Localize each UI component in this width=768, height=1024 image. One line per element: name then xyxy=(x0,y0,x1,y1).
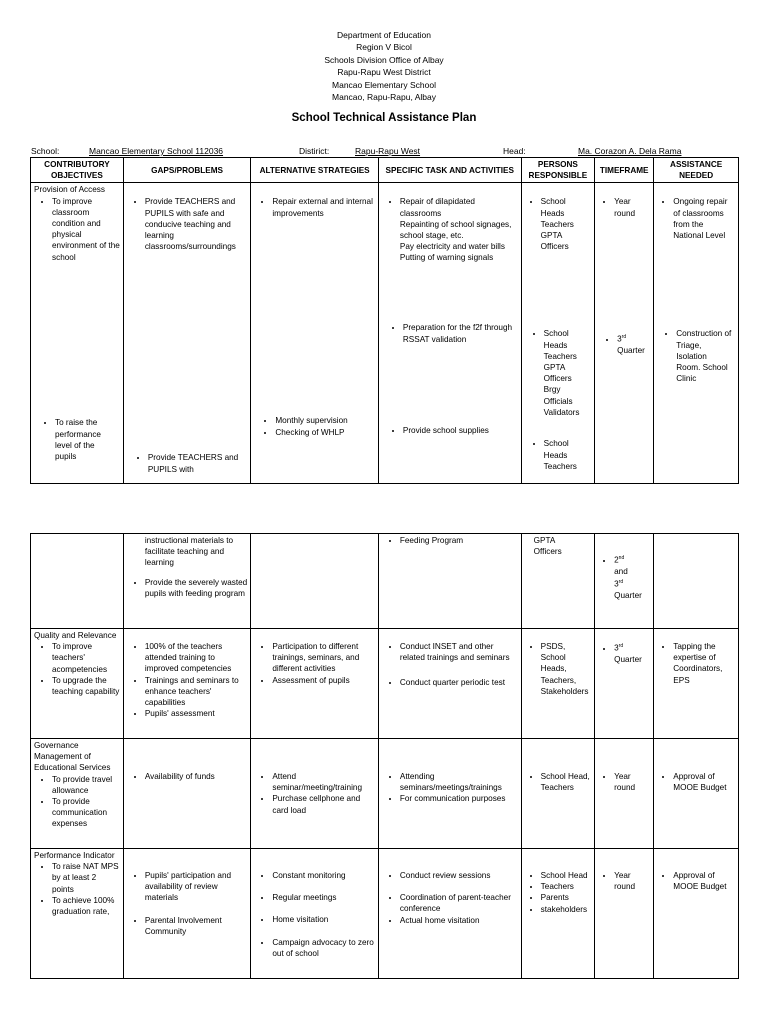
tasks-cell xyxy=(378,183,521,484)
timeframe-item xyxy=(614,641,650,665)
person-item: • School Head xyxy=(541,870,591,881)
objectives-cell xyxy=(31,849,124,979)
header-line: Department of Education xyxy=(336,30,432,40)
person-item xyxy=(541,196,591,252)
assistance-item: • Approval of MOOE Budget xyxy=(673,771,735,793)
person-item xyxy=(544,328,588,418)
strategy-item: • Assessment of pupils xyxy=(272,675,375,686)
strategy-item: • Constant monitoring xyxy=(272,870,375,881)
timeframe-text: Quarter xyxy=(614,654,642,664)
gap-item: • Availability of funds xyxy=(145,771,248,782)
table-row xyxy=(31,534,739,629)
tasks-cell xyxy=(378,849,521,979)
school-label: School: xyxy=(31,146,60,156)
district-value: Rapu-Rapu West xyxy=(355,146,421,156)
strategy-item: • Home visitation xyxy=(272,914,375,925)
task-item: • Conduct review sessions xyxy=(400,870,518,881)
objectives-cell xyxy=(31,739,124,849)
timeframe-item xyxy=(614,553,650,601)
head-label: Head: xyxy=(503,146,526,156)
objectives-cell xyxy=(31,629,124,739)
assistance-item: • Tapping the expertise of Coordinators, EPS xyxy=(673,641,735,686)
person-text: School Heads xyxy=(540,197,566,218)
column-header: TIMEFRAME xyxy=(595,158,654,183)
person-text: GPTA Officers xyxy=(540,231,569,252)
assistance-cell xyxy=(654,849,739,979)
timeframe-sup: rd xyxy=(621,334,627,341)
objective-heading: Performance Indicator xyxy=(34,851,115,860)
persons-cell xyxy=(521,183,594,484)
objectives-cell xyxy=(31,534,124,629)
tasks-cell xyxy=(378,739,521,849)
task-item: • Provide school supplies xyxy=(403,425,515,436)
header-line: Mancao, Rapu-Rapu, Albay xyxy=(332,92,436,103)
strategy-item: • Participation to different trainings, seminars, and different activities xyxy=(272,641,375,675)
plan-table-page-1 xyxy=(30,157,739,484)
table-row xyxy=(31,849,739,979)
header-line: Region V Bicol xyxy=(356,42,412,53)
table-header-row xyxy=(31,158,739,183)
column-header: ALTERNATIVE STRATEGIES xyxy=(251,158,379,183)
task-item: • For communication purposes xyxy=(400,793,518,804)
gap-item: • Pupils' assessment xyxy=(145,708,248,719)
task-item: • Coordination of parent-teacher conference xyxy=(400,892,518,914)
persons-cell xyxy=(521,849,594,979)
task-item: • Conduct INSET and other related trainings and seminars xyxy=(400,641,518,663)
assistance-cell xyxy=(654,629,739,739)
person-text: School Heads xyxy=(543,439,569,460)
assistance-item: • Approval of MOOE Budget xyxy=(673,870,735,892)
objective-item: • To upgrade the teaching capability xyxy=(52,675,120,697)
objective-heading: Provision of Access xyxy=(34,185,105,195)
assistance-cell xyxy=(654,534,739,629)
tasks-cell xyxy=(378,629,521,739)
gap-item: • Provide the severely wasted pupils with feeding program xyxy=(145,577,248,599)
timeframe-sup: nd xyxy=(618,555,625,561)
timeframe-text: 3 xyxy=(614,579,619,589)
timeframe-item: • Year round xyxy=(614,196,650,218)
column-header: CONTRIBUTORY OBJECTIVES xyxy=(31,158,124,183)
strategies-cell xyxy=(251,534,379,629)
person-item: • stakeholders xyxy=(541,904,591,915)
person-text: GPTA Officers xyxy=(543,363,572,384)
objective-item: • To provide communication expenses xyxy=(52,796,120,830)
timeframe-cell xyxy=(595,629,654,739)
header-line: Rapu-Rapu West District xyxy=(337,67,431,78)
header-line: Mancao Elementary School xyxy=(332,79,436,90)
strategies-cell xyxy=(251,183,379,484)
person-item: • Parents xyxy=(541,892,591,903)
gap-item: • Trainings and seminars to enhance teachers' capabilities xyxy=(145,675,248,709)
timeframe-item xyxy=(617,332,647,356)
person-text: Teachers xyxy=(543,351,577,361)
gaps-cell xyxy=(123,849,251,979)
head-value: Ma. Corazon A. Dela Rama xyxy=(578,146,682,156)
timeframe-text: Quarter xyxy=(614,591,642,601)
table-row xyxy=(31,739,739,849)
timeframe-cell xyxy=(595,849,654,979)
task-item: • Attending seminars/meetings/trainings xyxy=(400,771,518,793)
gap-item: • Parental Involvement Community xyxy=(145,915,248,937)
strategy-item: • Repair external and internal improvements xyxy=(272,196,375,218)
strategy-item: • Checking of WHLP xyxy=(275,427,372,438)
strategies-cell xyxy=(251,849,379,979)
objectives-cell xyxy=(31,183,124,484)
document-title: School Technical Assistance Plan xyxy=(291,112,477,125)
task-text: Repair of dilapidated classrooms xyxy=(399,197,475,218)
timeframe-cell xyxy=(595,739,654,849)
task-item: • Feeding Program xyxy=(400,535,518,546)
strategies-cell xyxy=(251,629,379,739)
timeframe-item: • Year round xyxy=(614,870,650,892)
gap-item: instructional materials to facilitate teaching and learning xyxy=(144,536,234,568)
assistance-cell xyxy=(654,739,739,849)
gaps-cell xyxy=(123,534,251,629)
gap-item: • Provide TEACHERS and PUPILS with xyxy=(148,452,245,474)
timeframe-text: 2 xyxy=(614,555,619,565)
timeframe-sup: rd xyxy=(618,643,624,649)
objective-item: • To provide travel allowance xyxy=(52,774,120,796)
person-text: Teachers xyxy=(540,219,574,229)
strategy-item: • Campaign advocacy to zero out of school xyxy=(272,937,375,959)
strategy-item: • Attend seminar/meeting/training xyxy=(272,771,375,793)
objective-item: • To achieve 100% graduation rate, xyxy=(52,895,120,917)
person-text: Teachers xyxy=(543,461,577,471)
task-item: • Actual home visitation xyxy=(400,915,518,926)
objective-item: • To improve teachers' acompetencies xyxy=(52,641,120,675)
strategy-item: • Regular meetings xyxy=(272,892,375,903)
district-label: Distirict: xyxy=(299,146,330,156)
strategies-cell xyxy=(251,739,379,849)
gap-item: • Pupils' participation and availability of review materials xyxy=(145,870,248,904)
task-text: Repainting of school signages, school stage, etc. xyxy=(399,219,512,241)
objective-heading: Governance Management of Educational Services xyxy=(34,741,111,773)
strategy-item: • Purchase cellphone and card load xyxy=(272,793,375,815)
gap-item: • 100% of the teachers attended training to improved competencies xyxy=(145,641,248,675)
school-value: Mancao Elementary School 112036 xyxy=(89,146,224,156)
task-text: Putting of warning signals xyxy=(399,253,494,263)
person-text: Brgy Officials xyxy=(543,385,573,406)
column-header: GAPS/PROBLEMS xyxy=(123,158,251,183)
document-header xyxy=(0,29,768,103)
timeframe-text: and xyxy=(614,566,628,576)
timeframe-sup: rd xyxy=(618,579,624,586)
page-2 xyxy=(0,520,768,1024)
gaps-cell xyxy=(123,629,251,739)
person-item: • PSDS, School Heads, Teachers, Stakeholders xyxy=(541,641,591,697)
column-header: ASSISTANCE NEEDED xyxy=(654,158,739,183)
gaps-cell xyxy=(123,183,251,484)
objective-heading: Quality and Relevance xyxy=(34,631,117,640)
persons-cell xyxy=(521,534,594,629)
timeframe-text: 3 xyxy=(614,643,619,653)
tasks-cell xyxy=(378,534,521,629)
plan-table-page-2 xyxy=(30,533,739,979)
timeframe-cell xyxy=(595,183,654,484)
column-header: PERSONS RESPONSIBLE xyxy=(521,158,594,183)
person-text: School Heads xyxy=(543,329,569,350)
timeframe-text: 3 xyxy=(617,335,622,345)
column-header: SPECIFIC TASK AND ACTIVITIES xyxy=(378,158,521,183)
task-item: • Conduct quarter periodic test xyxy=(400,677,518,688)
persons-cell xyxy=(521,629,594,739)
objective-item: • To raise the performance level of the pupils xyxy=(55,417,117,462)
task-item xyxy=(400,196,518,263)
gap-item: • Provide TEACHERS and PUPILS with safe and conducive teaching and learning classrooms/surroundings xyxy=(145,196,248,252)
task-text: Pay electricity and water bills xyxy=(399,242,505,252)
gaps-cell xyxy=(123,739,251,849)
persons-cell xyxy=(521,739,594,849)
person-item: • School Head, Teachers xyxy=(541,771,591,793)
task-item: • Preparation for the f2f through RSSAT validation xyxy=(403,322,515,344)
person-text: Validators xyxy=(543,407,580,417)
table-row xyxy=(31,183,739,484)
assistance-cell xyxy=(654,183,739,484)
timeframe-text: Quarter xyxy=(617,346,645,356)
assistance-item: • Construction of Triage, Isolation Room. School Clinic xyxy=(676,328,732,384)
page-1 xyxy=(0,0,768,500)
person-text: GPTA Officers xyxy=(533,536,562,557)
timeframe-cell xyxy=(595,534,654,629)
person-item xyxy=(544,438,588,472)
header-line: Schools Division Office of Albay xyxy=(324,54,444,65)
timeframe-item: • Year round xyxy=(614,771,650,793)
person-item: • Teachers xyxy=(541,881,591,892)
table-row xyxy=(31,629,739,739)
objective-item: • To improve classroom condition and physical environment of the school xyxy=(52,196,120,263)
strategy-item: • Monthly supervision xyxy=(275,415,372,426)
assistance-item: • Ongoing repair of classrooms from the National Level xyxy=(673,196,735,241)
objective-item: • To raise NAT MPS by at least 2 points xyxy=(52,861,120,895)
